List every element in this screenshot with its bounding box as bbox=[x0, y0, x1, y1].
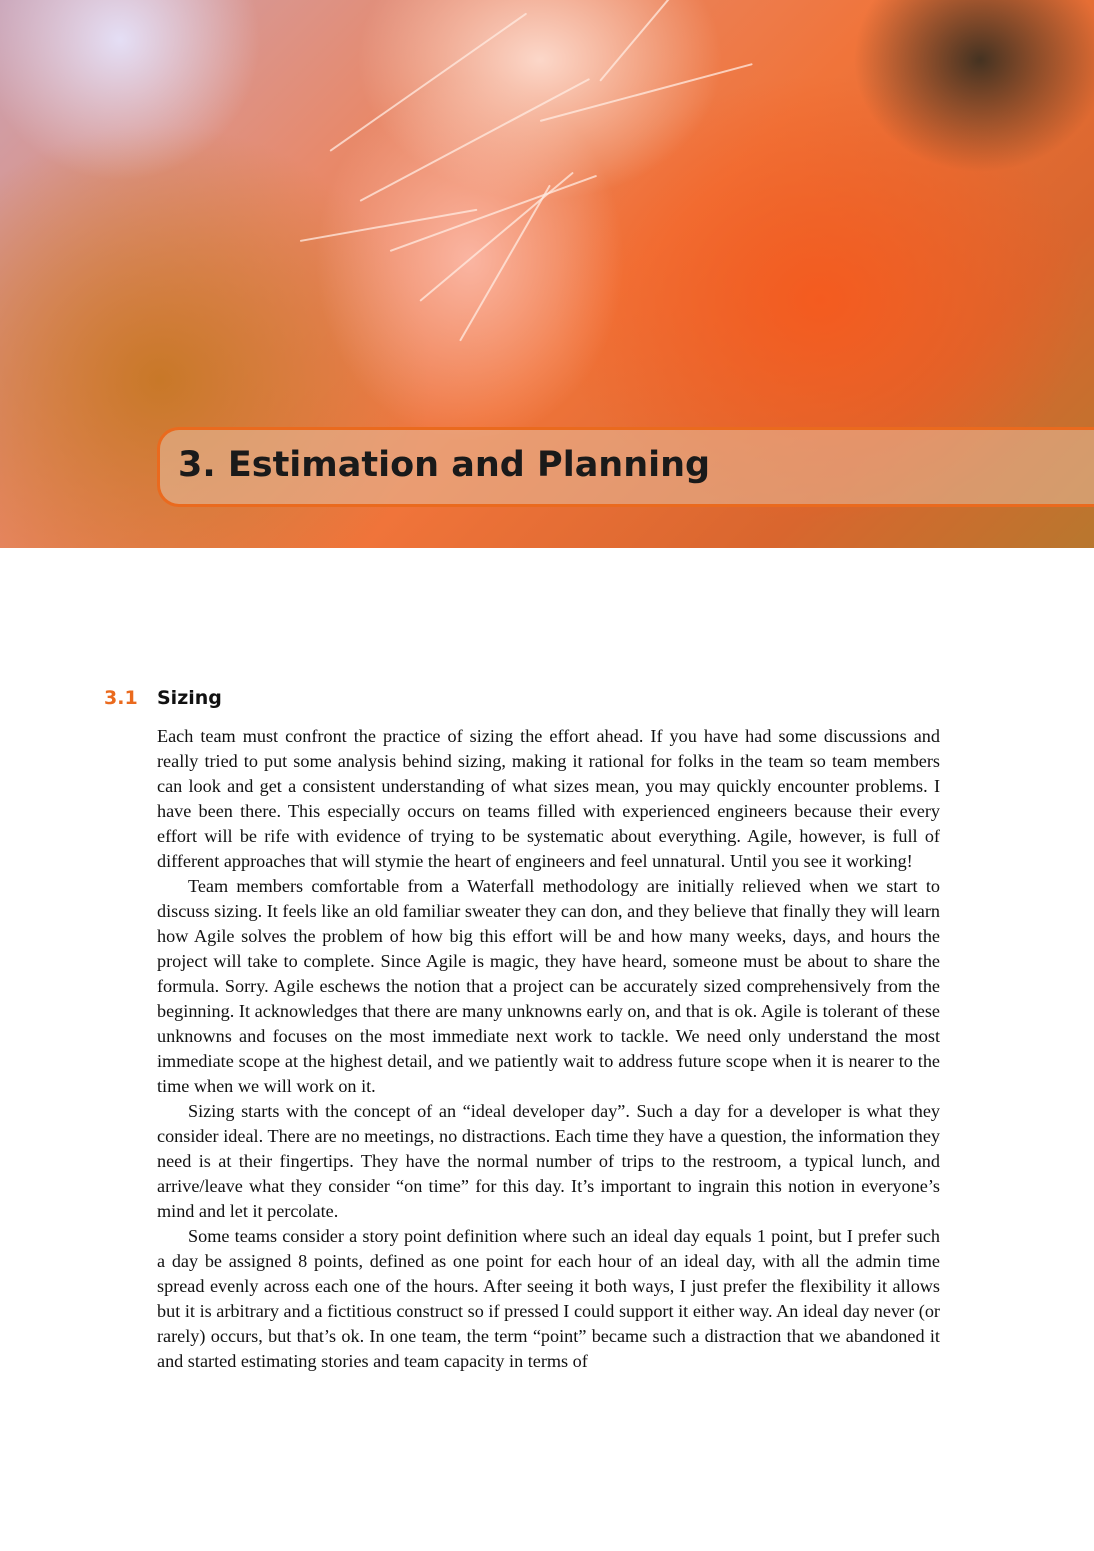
paragraph: Each team must confront the practice of sizing the effort ahead. If you have had some discussions and really tried to put some analysis behind sizing, making it rational for folks in the team so team members can look and get a consistent understanding of what sizes mean, you may quickly encounter problems. I have been there. This especially occurs on teams filled with experienced engineers because their every effort will be rife with evidence of trying to be systematic about everything. Agile, however, is full of different approaches that will stymie the heart of engineers and feel unnatural. Until you see it working! bbox=[157, 726, 940, 871]
paragraph: Some teams consider a story point definition where such an ideal day equals 1 point, but I prefer such a day be assigned 8 points, defined as one point for each hour of an ideal day, with all the admin time spread evenly across each one of the hours. After seeing it both ways, I just prefer the flexibility it allows but it is arbitrary and a fictitious construct so if pressed I could support it either way. An ideal day never (or rarely) occurs, but that’s ok. In one team, the term “point” became such a distraction that we abandoned it and started estimating stories and team capacity in terms of bbox=[157, 1226, 940, 1371]
section-title: Sizing bbox=[157, 687, 222, 709]
yarn-strand bbox=[360, 78, 591, 202]
section-number: 3.1 bbox=[104, 687, 138, 709]
yarn-strand bbox=[300, 209, 478, 242]
section-body bbox=[157, 724, 940, 1374]
yarn-strand bbox=[329, 13, 527, 152]
yarn-strand bbox=[419, 172, 573, 302]
paragraph: Team members comfortable from a Waterfall methodology are initially relieved when we start to discuss sizing. It feels like an old familiar sweater they can don, and they believe that finally they will learn how Agile solves the problem of how big this effort will be and how many weeks, days, and hours the project will take to complete. Since Agile is magic, they have heard, someone must be about to share the formula. Sorry. Agile eschews the notion that a project can be accurately sized comprehensively from the beginning. It acknowledges that there are many unknowns early on, and that is ok. Agile is tolerant of these unknowns and focuses on the most immediate next work to tackle. We need only understand the most immediate scope at the highest detail, and we patiently wait to address future scope when it is nearer to the time when we will work on it. bbox=[157, 876, 940, 1096]
chapter-header-image bbox=[0, 0, 1094, 548]
chapter-title: 3. Estimation and Planning bbox=[178, 445, 711, 485]
paragraph: Sizing starts with the concept of an “ideal developer day”. Such a day for a developer is what they consider ideal. There are no meetings, no distractions. Each time they have a question, the information they need is at their fingertips. They have the normal number of trips to the restroom, a typical lunch, and arrive/leave what they consider “on time” for this day. It’s important to ingrain this notion in everyone’s mind and let it percolate. bbox=[157, 1101, 940, 1221]
yarn-strand bbox=[599, 0, 703, 82]
yarn-strand bbox=[540, 63, 753, 122]
